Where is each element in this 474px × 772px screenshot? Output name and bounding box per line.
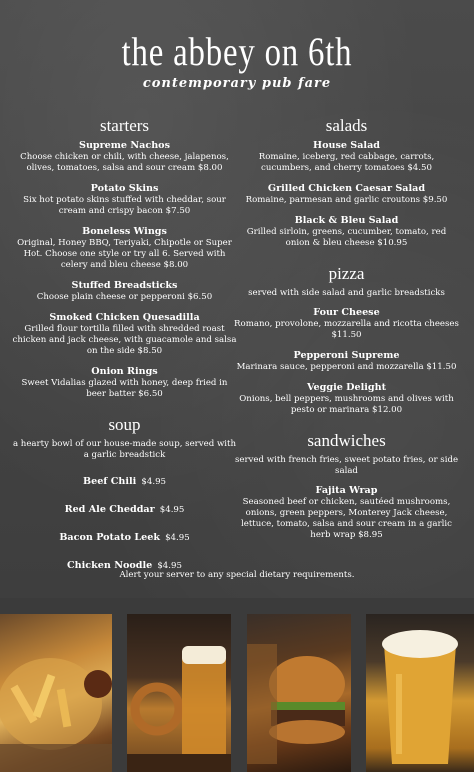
item-name: Pepperoni Supreme <box>293 350 400 361</box>
item-description: Grilled flour tortilla filled with shredded roast chicken and jack cheese, with guacamole and salsa on the side $8.50 <box>12 324 237 356</box>
menu-item <box>234 382 459 416</box>
menu-item <box>234 183 459 206</box>
item-name: Supreme Nachos <box>79 140 170 151</box>
restaurant-title: the abbey on 6th <box>121 29 353 74</box>
beer-glass-photo <box>366 614 474 772</box>
item-description: Marinara sauce, pepperoni and mozzarella $11.50 <box>236 362 457 372</box>
item-description: Grilled sirloin, greens, cucumber, tomato, red onion & bleu cheese $10.95 <box>246 227 447 248</box>
item-name: Onion Rings <box>91 366 158 377</box>
item-description: Seasoned beef or chicken, sautéed mushrooms, onions, green peppers, Monterey Jack cheese, lettuce, tomato, salsa and sour cream in a garlic herb wrap $8.95 <box>241 497 452 540</box>
pretzel-beer-photo <box>127 614 231 772</box>
item-description: Romano, provolone, mozzarella and ricotta cheeses $11.50 <box>234 319 459 340</box>
item-description: Original, Honey BBQ, Teriyaki, Chipotle or Super Hot. Choose one style or try all 6. Served with celery and bleu cheese $8.00 <box>17 238 232 270</box>
item-price: $4.95 <box>159 505 185 515</box>
item-description: Choose chicken or chili, with cheese, jalapenos, olives, tomatoes, salsa and sour cream $8.00 <box>20 152 229 173</box>
section-heading-soup: soup <box>108 415 141 434</box>
menu-item <box>12 140 237 174</box>
item-name: Bacon Potato Leek <box>59 532 160 543</box>
fries-photo <box>0 614 112 772</box>
item-description: Romaine, parmesan and garlic croutons $9.50 <box>245 195 448 205</box>
item-name: Black & Bleu Salad <box>294 215 399 226</box>
section-heading-sandwiches: sandwiches <box>307 431 386 450</box>
section-intro-pizza: served with side salad and garlic breadsticks <box>248 288 445 298</box>
item-name: Chicken Noodle <box>67 560 153 571</box>
section-heading-salads: salads <box>325 116 368 135</box>
item-description: Choose plain cheese or pepperoni $6.50 <box>36 292 213 302</box>
menu-item <box>234 350 459 373</box>
item-name: Boneless Wings <box>82 226 167 237</box>
menu-item <box>234 485 459 541</box>
menu-item <box>12 280 237 303</box>
section-heading-starters: starters <box>99 116 150 135</box>
item-description: Six hot potato skins stuffed with cheddar, sour cream and crispy bacon $7.50 <box>23 195 226 216</box>
item-name: Potato Skins <box>90 183 159 194</box>
section-intro-soup: a hearty bowl of our house-made soup, served with a garlic breadstick <box>12 439 237 460</box>
menu-item <box>234 140 459 174</box>
burger-photo <box>247 614 351 772</box>
photo-strip <box>0 598 474 772</box>
item-name: Smoked Chicken Quesadilla <box>49 312 200 323</box>
section-intro-sandwiches: served with french fries, sweet potato fries, or side salad <box>234 455 459 476</box>
item-price: $4.95 <box>141 477 167 487</box>
item-description: Romaine, iceberg, red cabbage, carrots, cucumbers, and cherry tomatoes $4.50 <box>258 152 435 173</box>
section-heading-pizza: pizza <box>328 264 365 283</box>
menu-item <box>12 497 237 516</box>
menu-item <box>12 469 237 488</box>
menu-item <box>12 226 237 271</box>
item-name: Grilled Chicken Caesar Salad <box>267 183 426 194</box>
item-name: Stuffed Breadsticks <box>71 280 178 291</box>
item-name: Veggie Delight <box>307 382 386 393</box>
menu-item <box>12 366 237 400</box>
menu-item <box>234 215 459 249</box>
restaurant-tagline: contemporary pub fare <box>142 76 332 91</box>
menu-item <box>12 525 237 544</box>
right-column <box>234 116 459 550</box>
item-name: Fajita Wrap <box>315 485 378 496</box>
item-price: $4.95 <box>165 533 190 543</box>
item-name: Four Cheese <box>313 307 380 318</box>
item-description: Onions, bell peppers, mushrooms and olives with pesto or marinara $12.00 <box>239 394 454 415</box>
item-price: $4.95 <box>157 561 182 571</box>
item-name: Beef Chili <box>82 476 137 487</box>
menu-item <box>234 307 459 341</box>
item-name: Red Ale Cheddar <box>64 504 155 515</box>
item-description: Sweet Vidalias glazed with honey, deep fried in beer batter $6.50 <box>21 378 228 399</box>
dietary-note: Alert your server to any special dietary requirements. <box>119 570 355 580</box>
menu-item <box>12 183 237 217</box>
item-name: House Salad <box>313 140 380 151</box>
left-column <box>12 116 237 581</box>
menu-item <box>12 312 237 357</box>
